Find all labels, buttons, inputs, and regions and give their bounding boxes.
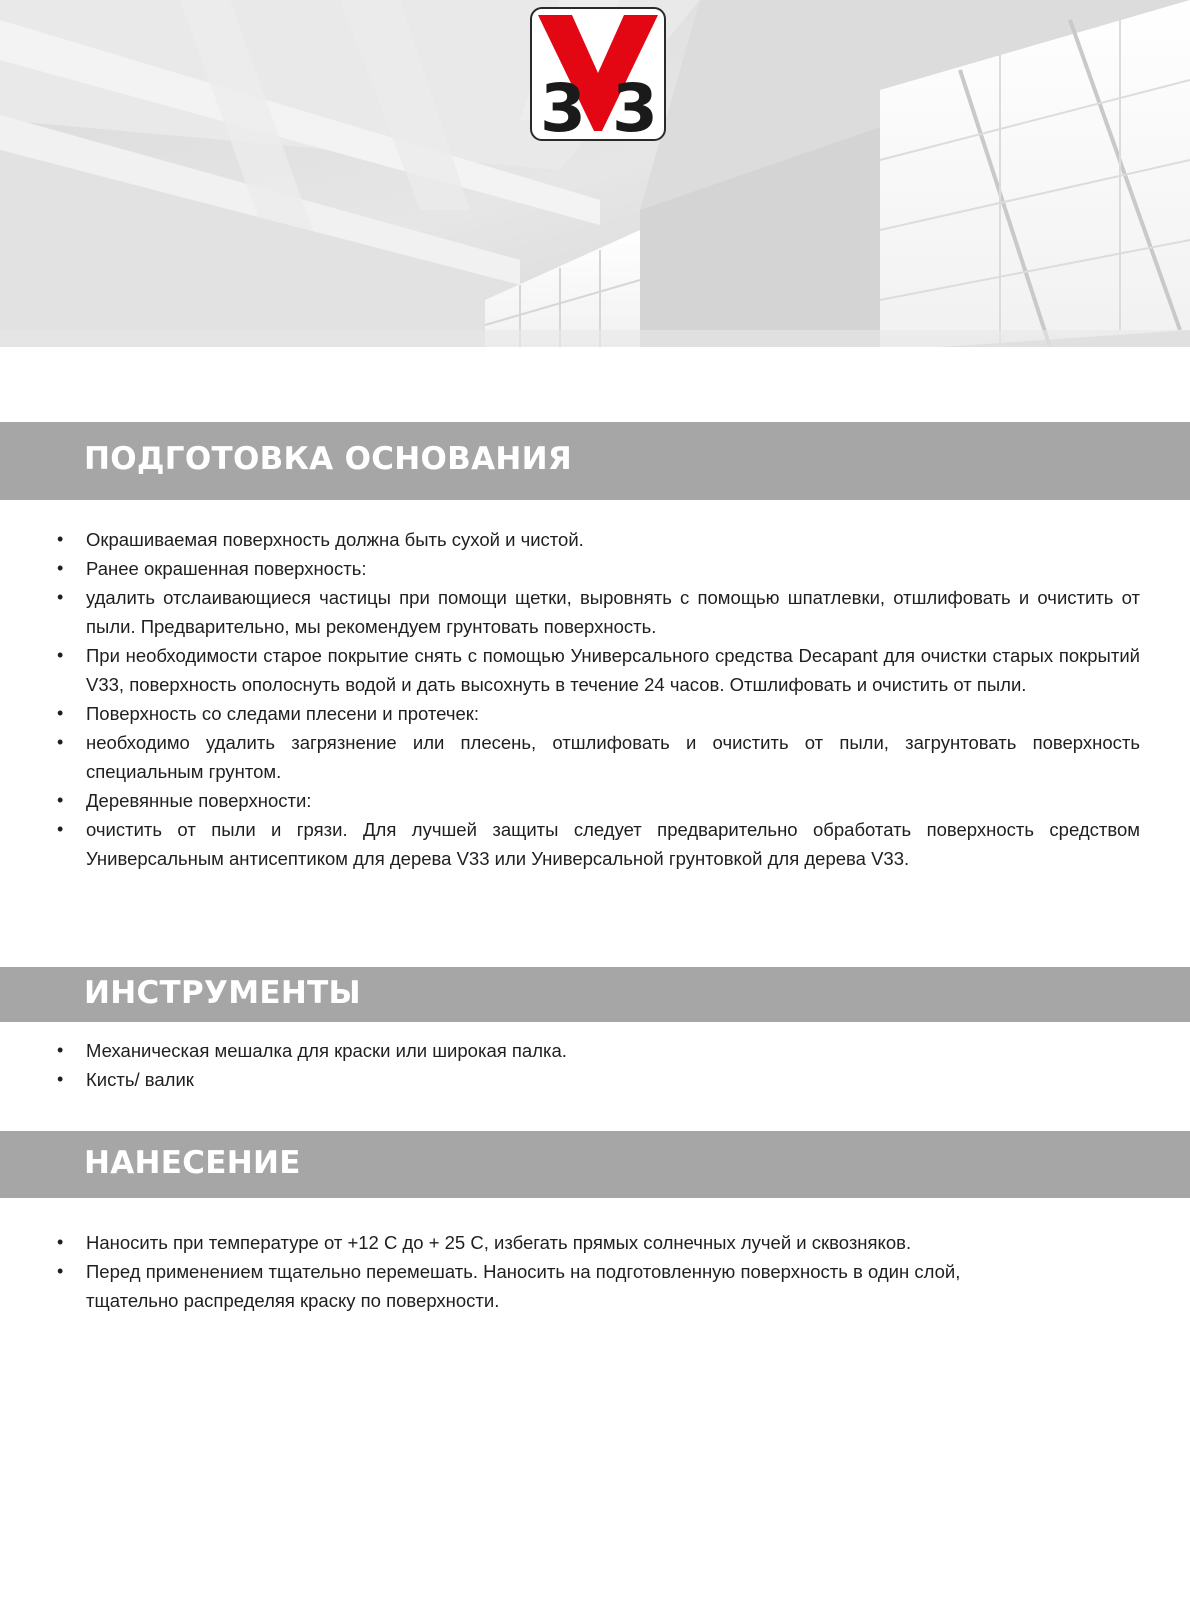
list-item: • Окрашиваемая поверхность должна быть сухой и чистой. (0, 525, 1140, 554)
svg-text:3: 3 (540, 70, 586, 139)
list-item: • При необходимости старое покрытие снять с помощью Универсального средства Decapant для очистки старых покрытий V33, поверхность ополоснуть водой и дать высохнуть в течение 24 часов. Отшлифовать и очистить от пыли. (0, 641, 1140, 699)
brand-logo (530, 7, 666, 141)
list-item: • Механическая мешалка для краски или широкая палка. (0, 1036, 1140, 1065)
list-item: • Ранее окрашенная поверхность: (0, 554, 1140, 583)
list-item: • очистить от пыли и грязи. Для лучшей защиты следует предварительно обработать поверхность средством Универсальным антисептиком для дерева V33 или Универсальной грунтовкой для дерева V33. (0, 815, 1140, 873)
list-item: • необходимо удалить загрязнение или плесень, отшлифовать и очистить от пыли, загрунтовать поверхность специальным грунтом. (0, 728, 1140, 786)
section-title: НАНЕСЕНИЕ (84, 1145, 301, 1181)
list-item: • Поверхность со следами плесени и протечек: (0, 699, 1140, 728)
svg-text:3: 3 (612, 70, 658, 139)
section-title: ИНСТРУМЕНТЫ (84, 975, 361, 1011)
list-item: • Деревянные поверхности: (0, 786, 1140, 815)
section-list (0, 1036, 1140, 1094)
list-item: • удалить отслаивающиеся частицы при помощи щетки, выровнять с помощью шпатлевки, отшлифовать и очистить от пыли. Предварительно, мы рекомендуем грунтовать поверхность. (0, 583, 1140, 641)
list-item: • Кисть/ валик (0, 1065, 1140, 1094)
section-title: ПОДГОТОВКА ОСНОВАНИЯ (84, 441, 573, 477)
section-list (0, 1228, 1020, 1315)
list-item: • Перед применением тщательно перемешать. Наносить на подготовленную поверхность в один слой, тщательно распределяя краску по поверхности. (0, 1257, 1020, 1315)
section-list (0, 525, 1140, 873)
section-header-band (0, 967, 1190, 1022)
section-header-band (0, 422, 1190, 500)
section-header-band (0, 1131, 1190, 1198)
list-item: • Наносить при температуре от +12 С до + 25 С, избегать прямых солнечных лучей и сквозняков. (0, 1228, 1020, 1257)
